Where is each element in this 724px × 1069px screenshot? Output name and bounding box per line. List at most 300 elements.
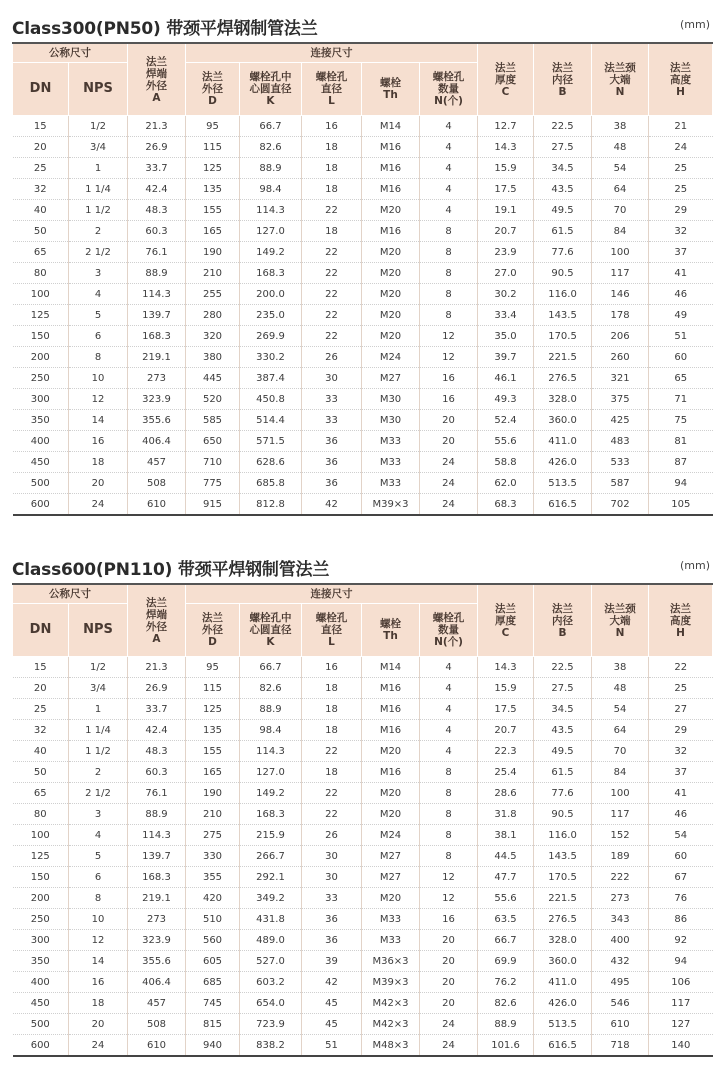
table-cell: 24 xyxy=(420,452,478,473)
table-cell: M27 xyxy=(362,368,420,389)
table-cell: 51 xyxy=(649,326,713,347)
table-cell: 273 xyxy=(128,909,186,930)
table-cell: 4 xyxy=(420,720,478,741)
table-cell: 117 xyxy=(649,993,713,1014)
table-cell: 360.0 xyxy=(534,410,592,431)
table-cell: 82.6 xyxy=(240,137,302,158)
table-cell: 8 xyxy=(69,347,128,368)
table-cell: 90.5 xyxy=(534,263,592,284)
header-dn: DN xyxy=(13,63,69,116)
table-cell: 20 xyxy=(420,951,478,972)
table-row xyxy=(13,431,713,452)
table-cell: 18 xyxy=(302,720,362,741)
table-cell: 46 xyxy=(649,284,713,305)
table-cell: 100 xyxy=(592,783,649,804)
table-cell: 84 xyxy=(592,762,649,783)
section-header xyxy=(12,14,712,42)
header-bolt-count: 螺栓孔 数量 N(个) xyxy=(420,604,478,657)
table-cell: 70 xyxy=(592,741,649,762)
table-cell: 77.6 xyxy=(534,242,592,263)
table-cell: 432 xyxy=(592,951,649,972)
table-cell: 20 xyxy=(69,473,128,494)
table-cell: 221.5 xyxy=(534,347,592,368)
table-cell: 14 xyxy=(69,410,128,431)
table-cell: 654.0 xyxy=(240,993,302,1014)
table-cell: 628.6 xyxy=(240,452,302,473)
table-cell: M27 xyxy=(362,846,420,867)
table-cell: 54 xyxy=(592,158,649,179)
table-cell: 8 xyxy=(420,762,478,783)
section-header xyxy=(12,555,712,583)
table-cell: 18 xyxy=(302,158,362,179)
table-cell: 16 xyxy=(69,972,128,993)
table-row xyxy=(13,1014,713,1035)
section-title: Class600(PN110) 带颈平焊钢制管法兰 xyxy=(12,560,330,580)
header-bolt-hole: 螺栓孔 直径 L xyxy=(302,63,362,116)
table-cell: 349.2 xyxy=(240,888,302,909)
table-cell: 77.6 xyxy=(534,783,592,804)
table-cell: 54 xyxy=(649,825,713,846)
table-cell: M42×3 xyxy=(362,993,420,1014)
table-cell: 546 xyxy=(592,993,649,1014)
table-cell: 106 xyxy=(649,972,713,993)
table-cell: 16 xyxy=(69,431,128,452)
table-cell: 155 xyxy=(186,200,240,221)
table-cell: 26.9 xyxy=(128,137,186,158)
table-cell: 260 xyxy=(592,347,649,368)
table-cell: 8 xyxy=(420,783,478,804)
table-cell: 292.1 xyxy=(240,867,302,888)
table-cell: 22.5 xyxy=(534,116,592,137)
table-cell: 116.0 xyxy=(534,825,592,846)
table-cell: 114.3 xyxy=(240,741,302,762)
flange-table xyxy=(12,42,713,516)
table-cell: 276.5 xyxy=(534,909,592,930)
table-cell: 269.9 xyxy=(240,326,302,347)
table-cell: 60 xyxy=(649,347,713,368)
table-cell: 94 xyxy=(649,951,713,972)
table-cell: 1 1/2 xyxy=(69,200,128,221)
table-cell: 15 xyxy=(13,116,69,137)
table-cell: 343 xyxy=(592,909,649,930)
table-cell: 32 xyxy=(649,741,713,762)
table-cell: 42.4 xyxy=(128,720,186,741)
table-cell: 8 xyxy=(420,221,478,242)
table-cell: 114.3 xyxy=(128,284,186,305)
table-cell: 26 xyxy=(302,825,362,846)
table-cell: 100 xyxy=(13,825,69,846)
table-row xyxy=(13,200,713,221)
table-cell: 4 xyxy=(420,657,478,678)
table-cell: 616.5 xyxy=(534,1035,592,1057)
table-cell: 22 xyxy=(302,200,362,221)
table-cell: 14 xyxy=(69,951,128,972)
table-cell: 35.0 xyxy=(478,326,534,347)
table-cell: 14.3 xyxy=(478,657,534,678)
table-cell: 149.2 xyxy=(240,783,302,804)
table-cell: 16 xyxy=(302,657,362,678)
table-cell: 94 xyxy=(649,473,713,494)
table-cell: 36 xyxy=(302,431,362,452)
header-height: 法兰 高度 H xyxy=(649,43,713,116)
table-cell: M30 xyxy=(362,410,420,431)
table-cell: 16 xyxy=(420,368,478,389)
table-row xyxy=(13,263,713,284)
table-cell: 5 xyxy=(69,305,128,326)
table-cell: 8 xyxy=(420,242,478,263)
table-cell: 1/2 xyxy=(69,116,128,137)
table-cell: 2 1/2 xyxy=(69,242,128,263)
table-cell: 508 xyxy=(128,1014,186,1035)
table-row xyxy=(13,657,713,678)
table-cell: 4 xyxy=(420,137,478,158)
table-cell: 20 xyxy=(420,431,478,452)
table-cell: 30 xyxy=(302,368,362,389)
table-cell: M20 xyxy=(362,200,420,221)
table-cell: 571.5 xyxy=(240,431,302,452)
table-cell: 330.2 xyxy=(240,347,302,368)
table-cell: 18 xyxy=(302,221,362,242)
table-row xyxy=(13,242,713,263)
table-row xyxy=(13,158,713,179)
table-cell: 508 xyxy=(128,473,186,494)
table-row xyxy=(13,867,713,888)
table-row xyxy=(13,993,713,1014)
header-bolt-circle: 螺栓孔中 心圆直径 K xyxy=(240,63,302,116)
table-cell: 812.8 xyxy=(240,494,302,516)
table-cell: 360.0 xyxy=(534,951,592,972)
table-cell: 22 xyxy=(302,242,362,263)
table-cell: 355.6 xyxy=(128,951,186,972)
table-cell: 49 xyxy=(649,305,713,326)
table-cell: M14 xyxy=(362,657,420,678)
table-row xyxy=(13,783,713,804)
table-cell: 190 xyxy=(186,783,240,804)
table-cell: 24 xyxy=(420,473,478,494)
table-cell: 21 xyxy=(649,116,713,137)
table-cell: 457 xyxy=(128,452,186,473)
table-cell: 22 xyxy=(302,284,362,305)
table-cell: 140 xyxy=(649,1035,713,1057)
table-cell: 38 xyxy=(592,116,649,137)
table-row xyxy=(13,699,713,720)
table-cell: 33 xyxy=(302,888,362,909)
table-cell: 80 xyxy=(13,263,69,284)
table-cell: 75 xyxy=(649,410,713,431)
table-cell: 34.5 xyxy=(534,699,592,720)
table-cell: 513.5 xyxy=(534,473,592,494)
table-cell: 30 xyxy=(302,867,362,888)
table-cell: 431.8 xyxy=(240,909,302,930)
table-cell: 200.0 xyxy=(240,284,302,305)
table-cell: 178 xyxy=(592,305,649,326)
header-thickness: 法兰 厚度 C xyxy=(478,584,534,657)
header-height: 法兰 高度 H xyxy=(649,584,713,657)
table-cell: 425 xyxy=(592,410,649,431)
unit-label: (mm) xyxy=(679,18,710,31)
table-cell: 86 xyxy=(649,909,713,930)
table-cell: M16 xyxy=(362,137,420,158)
table-cell: 2 xyxy=(69,221,128,242)
table-cell: 4 xyxy=(69,284,128,305)
table-cell: 400 xyxy=(13,431,69,452)
table-cell: 8 xyxy=(420,263,478,284)
table-cell: 127 xyxy=(649,1014,713,1035)
table-cell: 200 xyxy=(13,888,69,909)
table-cell: M33 xyxy=(362,930,420,951)
table-cell: M27 xyxy=(362,867,420,888)
header-nominal-size: 公称尺寸 xyxy=(13,43,128,63)
table-cell: 450 xyxy=(13,993,69,1014)
table-cell: 143.5 xyxy=(534,846,592,867)
table-cell: 280 xyxy=(186,305,240,326)
table-cell: 65 xyxy=(649,368,713,389)
table-cell: 36 xyxy=(302,452,362,473)
table-cell: 95 xyxy=(186,657,240,678)
table-cell: 610 xyxy=(128,1035,186,1057)
table-cell: 58.8 xyxy=(478,452,534,473)
table-cell: 150 xyxy=(13,867,69,888)
table-cell: 4 xyxy=(420,179,478,200)
table-cell: 127.0 xyxy=(240,221,302,242)
table-cell: 400 xyxy=(13,972,69,993)
table-cell: 1 1/2 xyxy=(69,741,128,762)
table-cell: 18 xyxy=(302,699,362,720)
table-cell: 355 xyxy=(186,867,240,888)
table-cell: 41 xyxy=(649,263,713,284)
table-cell: 276.5 xyxy=(534,368,592,389)
table-cell: 46 xyxy=(649,804,713,825)
table-cell: 65 xyxy=(13,783,69,804)
table-cell: 1/2 xyxy=(69,657,128,678)
table-cell: 3/4 xyxy=(69,678,128,699)
table-cell: M14 xyxy=(362,116,420,137)
table-cell: 12 xyxy=(420,326,478,347)
table-cell: 88.9 xyxy=(478,1014,534,1035)
table-cell: 25 xyxy=(13,699,69,720)
table-cell: 114.3 xyxy=(128,825,186,846)
table-cell: 411.0 xyxy=(534,972,592,993)
table-cell: 64 xyxy=(592,179,649,200)
table-cell: 4 xyxy=(420,200,478,221)
table-cell: 200 xyxy=(13,347,69,368)
table-cell: 38 xyxy=(592,657,649,678)
table-cell: 33.7 xyxy=(128,158,186,179)
table-row xyxy=(13,741,713,762)
table-cell: 587 xyxy=(592,473,649,494)
table-cell: 250 xyxy=(13,368,69,389)
table-cell: 22 xyxy=(302,326,362,347)
table-cell: 426.0 xyxy=(534,452,592,473)
header-thickness: 法兰 厚度 C xyxy=(478,43,534,116)
table-cell: 273 xyxy=(128,368,186,389)
table-cell: 15.9 xyxy=(478,158,534,179)
table-cell: 69.9 xyxy=(478,951,534,972)
table-cell: 45 xyxy=(302,993,362,1014)
table-row xyxy=(13,972,713,993)
table-cell: 66.7 xyxy=(240,657,302,678)
table-cell: 49.5 xyxy=(534,200,592,221)
table-cell: 221.5 xyxy=(534,888,592,909)
table-cell: 68.3 xyxy=(478,494,534,516)
table-cell: 445 xyxy=(186,368,240,389)
table-cell: 125 xyxy=(186,699,240,720)
table-cell: 600 xyxy=(13,494,69,516)
table-cell: 87 xyxy=(649,452,713,473)
table-cell: 3 xyxy=(69,804,128,825)
table-cell: 76 xyxy=(649,888,713,909)
table-cell: 8 xyxy=(69,888,128,909)
table-cell: 82.6 xyxy=(478,993,534,1014)
table-cell: 2 1/2 xyxy=(69,783,128,804)
table-cell: M16 xyxy=(362,221,420,242)
table-cell: 60.3 xyxy=(128,221,186,242)
table-row xyxy=(13,825,713,846)
header-inner-diameter: 法兰 内径 B xyxy=(534,584,592,657)
table-cell: 27 xyxy=(649,699,713,720)
table-cell: 33 xyxy=(302,410,362,431)
table-cell: M20 xyxy=(362,741,420,762)
table-cell: 330 xyxy=(186,846,240,867)
table-cell: 1 xyxy=(69,699,128,720)
table-cell: 24 xyxy=(69,494,128,516)
table-cell: 76.2 xyxy=(478,972,534,993)
table-cell: M33 xyxy=(362,473,420,494)
table-cell: 76.1 xyxy=(128,242,186,263)
table-cell: 20.7 xyxy=(478,221,534,242)
table-cell: 585 xyxy=(186,410,240,431)
table-cell: 88.9 xyxy=(240,158,302,179)
table-cell: 723.9 xyxy=(240,1014,302,1035)
table-cell: 117 xyxy=(592,263,649,284)
table-cell: 60 xyxy=(649,846,713,867)
table-cell: 168.3 xyxy=(240,263,302,284)
table-cell: 323.9 xyxy=(128,389,186,410)
table-cell: 328.0 xyxy=(534,389,592,410)
table-cell: 12 xyxy=(420,888,478,909)
table-cell: 54 xyxy=(592,699,649,720)
table-cell: 27.0 xyxy=(478,263,534,284)
table-cell: M36×3 xyxy=(362,951,420,972)
table-cell: M16 xyxy=(362,179,420,200)
table-cell: 115 xyxy=(186,678,240,699)
table-cell: 139.7 xyxy=(128,846,186,867)
table-cell: 26.9 xyxy=(128,678,186,699)
table-cell: 650 xyxy=(186,431,240,452)
table-cell: 24 xyxy=(420,494,478,516)
table-cell: 514.4 xyxy=(240,410,302,431)
table-cell: 17.5 xyxy=(478,179,534,200)
table-cell: 19.1 xyxy=(478,200,534,221)
table-cell: 775 xyxy=(186,473,240,494)
table-row xyxy=(13,179,713,200)
table-row xyxy=(13,452,713,473)
table-cell: 18 xyxy=(302,762,362,783)
header-bolt-count: 螺栓孔 数量 N(个) xyxy=(420,63,478,116)
table-cell: 1 1/4 xyxy=(69,720,128,741)
table-cell: 48 xyxy=(592,137,649,158)
table-cell: M33 xyxy=(362,431,420,452)
table-cell: 62.0 xyxy=(478,473,534,494)
table-cell: 37 xyxy=(649,762,713,783)
table-cell: 50 xyxy=(13,221,69,242)
table-cell: M48×3 xyxy=(362,1035,420,1057)
table-cell: 6 xyxy=(69,326,128,347)
table-cell: 210 xyxy=(186,263,240,284)
table-cell: 22 xyxy=(302,263,362,284)
table-cell: 42.4 xyxy=(128,179,186,200)
table-cell: 47.7 xyxy=(478,867,534,888)
table-cell: 12 xyxy=(420,867,478,888)
table-cell: 527.0 xyxy=(240,951,302,972)
table-cell: 189 xyxy=(592,846,649,867)
table-cell: 27.5 xyxy=(534,678,592,699)
table-cell: M39×3 xyxy=(362,972,420,993)
table-cell: 32 xyxy=(13,179,69,200)
header-weld-od: 法兰 焊端 外径 A xyxy=(128,43,186,116)
table-cell: 24 xyxy=(649,137,713,158)
table-cell: 15.9 xyxy=(478,678,534,699)
table-row xyxy=(13,368,713,389)
table-cell: M20 xyxy=(362,305,420,326)
table-cell: 65 xyxy=(13,242,69,263)
table-cell: 22 xyxy=(302,305,362,326)
table-cell: 90.5 xyxy=(534,804,592,825)
table-cell: 20 xyxy=(420,930,478,951)
table-cell: 10 xyxy=(69,368,128,389)
table-cell: 5 xyxy=(69,846,128,867)
header-weld-od: 法兰 焊端 外径 A xyxy=(128,584,186,657)
table-cell: 300 xyxy=(13,389,69,410)
table-row xyxy=(13,305,713,326)
table-cell: 4 xyxy=(420,116,478,137)
table-cell: 105 xyxy=(649,494,713,516)
header-flange-od: 法兰 外径 D xyxy=(186,63,240,116)
table-cell: 60.3 xyxy=(128,762,186,783)
table-row xyxy=(13,326,713,347)
table-cell: 51 xyxy=(302,1035,362,1057)
table-cell: 500 xyxy=(13,1014,69,1035)
table-cell: 380 xyxy=(186,347,240,368)
table-cell: 149.2 xyxy=(240,242,302,263)
header-nps: NPS xyxy=(69,604,128,657)
table-cell: 685 xyxy=(186,972,240,993)
header-nps: NPS xyxy=(69,63,128,116)
table-cell: 8 xyxy=(420,804,478,825)
table-cell: 20 xyxy=(13,137,69,158)
table-cell: 98.4 xyxy=(240,179,302,200)
table-cell: 495 xyxy=(592,972,649,993)
table-cell: 20.7 xyxy=(478,720,534,741)
table-cell: 150 xyxy=(13,326,69,347)
table-cell: 117 xyxy=(592,804,649,825)
table-cell: 25 xyxy=(649,678,713,699)
table-cell: 41 xyxy=(649,783,713,804)
table-row xyxy=(13,678,713,699)
table-cell: 275 xyxy=(186,825,240,846)
table-cell: 4 xyxy=(420,699,478,720)
table-cell: 12 xyxy=(420,347,478,368)
table-cell: 321 xyxy=(592,368,649,389)
table-cell: 10 xyxy=(69,909,128,930)
table-cell: 55.6 xyxy=(478,888,534,909)
table-cell: 616.5 xyxy=(534,494,592,516)
table-row xyxy=(13,347,713,368)
table-cell: 300 xyxy=(13,930,69,951)
table-cell: M16 xyxy=(362,720,420,741)
table-cell: 375 xyxy=(592,389,649,410)
table-section-class300 xyxy=(12,14,712,516)
